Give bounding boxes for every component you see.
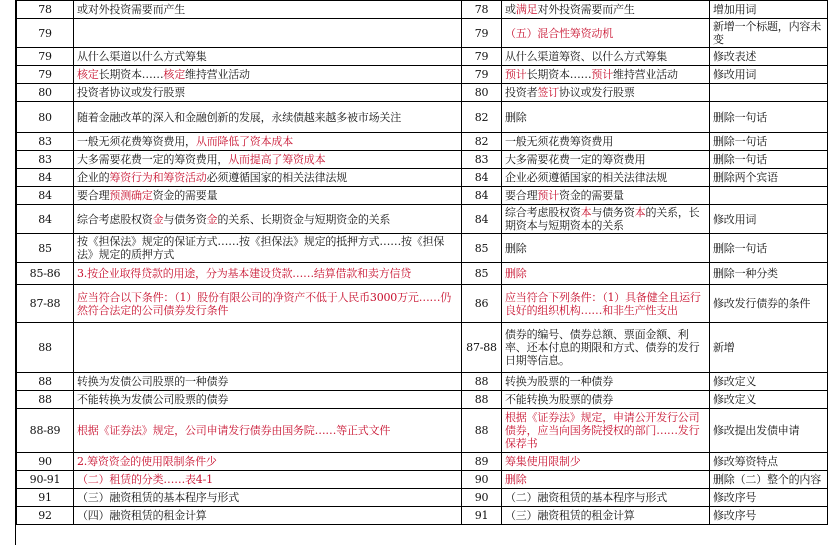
old-page-number-text: 84 [38, 212, 52, 226]
change-note [710, 234, 828, 263]
old-page-number-text: 90 [38, 455, 52, 468]
new-text-segment: （三）融资租赁的租金计算 [505, 509, 635, 522]
new-page-number-text: 84 [474, 189, 489, 202]
old-page-number [17, 234, 74, 263]
new-text-segment: 对外投资需要而产生 [537, 3, 635, 16]
old-text [74, 234, 462, 263]
new-page-number-text: 83 [474, 153, 489, 166]
new-page-number-text: 90 [474, 491, 489, 504]
table-row [17, 285, 828, 323]
new-text [502, 169, 710, 187]
change-note-text: 新增 [713, 341, 735, 354]
old-page-number-text: 88 [38, 341, 52, 354]
change-note-text: 修改表述 [713, 50, 757, 63]
table-row [17, 133, 828, 151]
change-note [710, 48, 828, 66]
change-note-text: 修改序号 [713, 509, 757, 522]
new-page-number [462, 489, 502, 507]
new-text [502, 205, 710, 234]
change-note-text: 删除一句话 [713, 153, 767, 166]
new-page-number-text: 88 [474, 375, 489, 388]
new-page-number [462, 263, 502, 285]
new-text [502, 84, 710, 102]
new-page-number-text: 82 [474, 135, 489, 148]
old-text-segment: 随着金融改革的深入和金融创新的发展，永续债越来越多被市场关注 [77, 110, 401, 124]
old-text [74, 151, 462, 169]
change-note-text: 删除一种分类 [713, 267, 778, 280]
old-page-number [17, 187, 74, 205]
change-note [710, 187, 828, 205]
old-page-number [17, 507, 74, 525]
table-row [17, 373, 828, 391]
old-page-number [17, 489, 74, 507]
old-page-number [17, 409, 74, 453]
change-note [710, 489, 828, 507]
old-page-number [17, 169, 74, 187]
new-page-number-text: 85 [474, 241, 489, 255]
old-text-segment: 大多需要花费一定的筹资费用， [77, 153, 229, 166]
new-text-segment: 筹集使用限制少 [505, 455, 581, 468]
new-page-number [462, 471, 502, 489]
new-page-number [462, 453, 502, 471]
change-note-text: 修改筹资特点 [713, 455, 778, 468]
new-page-number-text: 84 [474, 171, 489, 184]
new-text-segment: 大多需要花费一定的筹资费用 [505, 153, 646, 166]
old-text-segment: 从什么渠道以什么方式筹集 [77, 50, 207, 63]
new-page-number-text: 88 [474, 393, 489, 406]
old-text [74, 323, 462, 373]
old-page-number [17, 66, 74, 84]
new-page-number-text: 87-88 [466, 341, 497, 354]
change-note [710, 409, 828, 453]
left-margin-column [0, 0, 16, 545]
new-page-number [462, 102, 502, 133]
new-text-segment: 不能转换为股票的债券 [505, 393, 613, 406]
old-page-number [17, 1, 74, 19]
new-text [502, 133, 710, 151]
new-text [502, 453, 710, 471]
table-row [17, 19, 828, 48]
new-text-segment: 长期资本…… [526, 68, 592, 81]
old-page-number-text: 90-91 [29, 473, 61, 486]
table-row [17, 48, 828, 66]
change-note-text: 修改用词 [713, 68, 757, 81]
change-note-text: 修改定义 [713, 393, 757, 406]
new-text-segment: 要合理 [505, 189, 538, 202]
old-text-segment: 金 [206, 212, 218, 226]
new-text-segment: 投资者 [505, 86, 538, 99]
old-text [74, 1, 462, 19]
new-text-segment: 删除 [505, 267, 527, 280]
old-text [74, 66, 462, 84]
old-page-number [17, 48, 74, 66]
old-text-segment: 从而降低了资本成本 [195, 135, 294, 148]
old-page-number [17, 373, 74, 391]
table-row [17, 66, 828, 84]
new-text-segment: 转换为股票的一种债券 [505, 375, 613, 388]
new-text-segment: （二）融资租赁的基本程序与形式 [505, 491, 667, 504]
new-page-number [462, 169, 502, 187]
old-text-segment: 转换为发债公司股票的一种债券 [77, 375, 229, 388]
new-text [502, 234, 710, 263]
new-text [502, 323, 710, 373]
new-page-number [462, 507, 502, 525]
table-body [17, 1, 828, 525]
change-note [710, 133, 828, 151]
old-text-segment: 投资者协议或发行股票 [77, 86, 185, 99]
old-text [74, 169, 462, 187]
old-text [74, 453, 462, 471]
old-page-number-text: 84 [38, 189, 52, 202]
change-note [710, 205, 828, 234]
change-note-text: 删除一句话 [713, 110, 767, 124]
new-text-segment: 综合考虑股权资 [505, 206, 581, 219]
new-page-number [462, 187, 502, 205]
new-text-segment: 删除 [505, 110, 527, 124]
new-text-segment: 应当符合下列条件：（1）具备健全且运行良好的组织机构……和非生产性支出 [505, 290, 701, 317]
old-page-number-text: 87-88 [29, 297, 61, 310]
table-row [17, 471, 828, 489]
old-text [74, 489, 462, 507]
old-text-segment: 必须遵循国家的相关法律法规 [206, 171, 348, 184]
new-page-number [462, 151, 502, 169]
old-text-segment: 预测确定 [109, 189, 153, 202]
new-text-segment: 债券的编号、债券总额、票面金额、利率、还本付息的期限和方式、债券的发行日期等信息。 [505, 328, 700, 367]
new-page-number-text: 79 [474, 50, 489, 63]
old-page-number-text: 79 [38, 50, 52, 63]
old-page-number [17, 133, 74, 151]
new-text [502, 489, 710, 507]
new-page-number-text: 90 [474, 473, 489, 486]
new-text [502, 471, 710, 489]
change-note [710, 323, 828, 373]
old-page-number [17, 453, 74, 471]
new-page-number-text: 86 [474, 297, 489, 310]
new-text [502, 66, 710, 84]
change-note-text: 修改发行债券的条件 [713, 297, 811, 310]
old-page-number [17, 19, 74, 48]
new-page-number [462, 391, 502, 409]
table-row [17, 1, 828, 19]
new-page-number-text: 79 [474, 68, 489, 81]
change-note-text: 修改序号 [713, 491, 757, 504]
old-page-number [17, 471, 74, 489]
change-note [710, 1, 828, 19]
table-row [17, 151, 828, 169]
old-page-number-text: 84 [38, 171, 52, 184]
new-text [502, 391, 710, 409]
change-note-text: 修改提出发债申请 [713, 424, 800, 437]
change-note-text: 删除一句话 [713, 135, 767, 148]
new-page-number-text: 84 [474, 212, 489, 226]
old-page-number-text: 83 [38, 153, 52, 166]
new-text [502, 263, 710, 285]
new-page-number [462, 48, 502, 66]
old-page-number [17, 263, 74, 285]
table-row [17, 453, 828, 471]
old-text-segment: 维持营业活动 [185, 68, 250, 81]
old-text [74, 84, 462, 102]
new-page-number [462, 66, 502, 84]
new-text [502, 373, 710, 391]
new-text-segment: 一般无须花费筹资费用 [505, 135, 613, 148]
new-text-segment: 企业必须遵循国家的相关法律法规 [505, 171, 667, 184]
change-note-text: 删除一句话 [713, 241, 767, 255]
old-page-number-text: 79 [38, 68, 52, 81]
new-page-number [462, 409, 502, 453]
new-text [502, 151, 710, 169]
new-page-number [462, 323, 502, 373]
old-text-segment: （三）融资租赁的基本程序与形式 [77, 491, 239, 504]
old-page-number-text: 78 [38, 3, 52, 16]
old-page-number [17, 391, 74, 409]
old-text [74, 102, 462, 133]
comparison-table [16, 0, 828, 525]
old-text-segment: （四）融资租赁的租金计算 [77, 509, 207, 522]
change-note [710, 285, 828, 323]
old-text [74, 409, 462, 453]
new-text-segment: 协议或发行股票 [559, 86, 635, 99]
old-page-number-text: 85-86 [29, 267, 61, 280]
old-text-segment: 综合考虑股权资 [77, 212, 153, 226]
new-text-segment: 删除 [505, 241, 527, 255]
change-note [710, 19, 828, 48]
old-text-segment: 的关系、长期资金与短期资金的关系 [217, 212, 391, 226]
change-note [710, 84, 828, 102]
new-text-segment: （五）混合性筹资动机 [505, 26, 613, 40]
old-text-segment: 资金的需要量 [152, 189, 218, 202]
old-text-segment: 与债务资 [163, 212, 207, 226]
change-note-text: 新增一个标题，内容未变 [713, 20, 821, 46]
old-page-number-text: 80 [38, 110, 52, 124]
new-text [502, 507, 710, 525]
old-text-segment: 长期资本…… [98, 68, 164, 81]
old-text [74, 507, 462, 525]
old-text-segment: 筹资行为和筹资活动 [109, 171, 207, 184]
new-page-number [462, 133, 502, 151]
old-page-number [17, 323, 74, 373]
change-note [710, 169, 828, 187]
old-text [74, 373, 462, 391]
new-text-segment: 与债务资 [591, 206, 635, 219]
old-page-number-text: 88-89 [29, 424, 61, 437]
table-row [17, 187, 828, 205]
old-text-segment: 核定 [77, 68, 99, 81]
new-text-segment: 本 [634, 206, 646, 219]
old-page-number-text: 85 [38, 241, 52, 255]
table-row [17, 409, 828, 453]
change-note-text: 删除两个宾语 [713, 171, 778, 184]
old-text-segment: （二）租赁的分类……表4-1 [77, 473, 213, 486]
new-page-number [462, 1, 502, 19]
new-text-segment: 签订 [537, 86, 560, 99]
new-text [502, 102, 710, 133]
new-text-segment: 资金的需要量 [559, 189, 624, 202]
new-text [502, 187, 710, 205]
new-page-number-text: 80 [474, 86, 489, 99]
table-row [17, 84, 828, 102]
change-note [710, 263, 828, 285]
new-text-segment: 预计 [591, 68, 614, 81]
old-text [74, 471, 462, 489]
table-row [17, 507, 828, 525]
new-text [502, 409, 710, 453]
new-text-segment: 的关系，长期资本与短期资本的关系 [505, 206, 700, 232]
old-text-segment: 一般无须花费筹资费用， [77, 135, 196, 148]
old-text-segment: 企业的 [77, 171, 110, 184]
new-page-number-text: 91 [474, 509, 489, 522]
change-note [710, 391, 828, 409]
change-note-text: 增加用词 [713, 3, 757, 16]
old-text-segment: 要合理 [77, 189, 110, 202]
old-text [74, 133, 462, 151]
new-page-number-text: 82 [474, 110, 489, 124]
new-page-number [462, 205, 502, 234]
new-text [502, 285, 710, 323]
old-page-number-text: 80 [38, 86, 52, 99]
old-text [74, 187, 462, 205]
old-text-segment: 根据《证券法》规定，公司申请发行债券由国务院……等正式文件 [77, 424, 391, 437]
old-text [74, 19, 462, 48]
change-note [710, 102, 828, 133]
new-text [502, 1, 710, 19]
change-note-text: 删除（二）整个的内容 [713, 473, 821, 486]
old-page-number [17, 285, 74, 323]
old-text-segment: 或对外投资需要而产生 [77, 3, 185, 16]
old-page-number-text: 91 [38, 491, 52, 504]
old-page-number [17, 84, 74, 102]
old-text [74, 391, 462, 409]
old-text [74, 205, 462, 234]
table-row [17, 391, 828, 409]
new-page-number [462, 373, 502, 391]
new-page-number-text: 78 [474, 3, 489, 16]
table-row [17, 323, 828, 373]
change-note [710, 453, 828, 471]
table-row [17, 489, 828, 507]
new-text-segment: 满足 [515, 3, 538, 16]
new-text [502, 19, 710, 48]
change-note [710, 66, 828, 84]
old-text-segment: 金 [152, 212, 164, 226]
change-note-text: 修改定义 [713, 375, 757, 388]
old-text-segment: 3.按企业取得贷款的用途，分为基本建设贷款……结算借款和卖方信贷 [77, 267, 412, 280]
new-page-number-text: 89 [474, 455, 489, 468]
new-text-segment: 从什么渠道筹资、以什么方式筹集 [505, 50, 667, 63]
old-page-number-text: 88 [38, 393, 52, 406]
new-text-segment: 维持营业活动 [613, 68, 678, 81]
old-text-segment: 不能转换为发债公司股票的债券 [77, 393, 229, 406]
change-note [710, 471, 828, 489]
old-text-segment: 从而提高了筹资成本 [228, 153, 326, 166]
new-page-number [462, 84, 502, 102]
old-page-number-text: 83 [38, 135, 52, 148]
new-text-segment: 删除 [505, 473, 527, 486]
new-page-number [462, 19, 502, 48]
table-row [17, 263, 828, 285]
new-text-segment: 本 [580, 206, 592, 219]
change-note [710, 507, 828, 525]
old-page-number [17, 205, 74, 234]
table-row [17, 205, 828, 234]
old-text [74, 48, 462, 66]
change-note [710, 151, 828, 169]
new-page-number-text: 85 [474, 267, 489, 280]
change-note [710, 373, 828, 391]
old-text [74, 263, 462, 285]
old-text [74, 285, 462, 323]
old-page-number-text: 79 [38, 26, 52, 40]
new-page-number [462, 234, 502, 263]
old-page-number [17, 102, 74, 133]
new-page-number-text: 88 [474, 424, 489, 437]
old-text-segment: 按《担保法》规定的保证方式……按《担保法》规定的抵押方式……按《担保法》规定的质押方式 [77, 235, 445, 261]
table-row [17, 234, 828, 263]
new-text-segment: 预计 [505, 68, 527, 81]
old-text-segment: 核定 [163, 68, 186, 81]
new-text-segment: 或 [505, 3, 516, 16]
new-page-number [462, 285, 502, 323]
new-text [502, 48, 710, 66]
table-row [17, 169, 828, 187]
old-page-number-text: 92 [38, 509, 52, 522]
new-text-segment: 根据《证券法》规定，申请公开发行公司债券，应当向国务院授权的部门……发行保荐书 [505, 411, 700, 450]
old-page-number [17, 151, 74, 169]
change-note-text: 修改用词 [713, 212, 757, 226]
old-text-segment: 2.筹资资金的使用限制条件少 [77, 455, 217, 468]
old-text-segment: 应当符合以下条件：（1）股份有限公司的净资产不低于人民币3000万元……仍然符合法定的公司债券发行条件 [77, 290, 452, 317]
table-row [17, 102, 828, 133]
old-page-number-text: 88 [38, 375, 52, 388]
new-page-number-text: 79 [474, 26, 489, 40]
new-text-segment: 预计 [537, 189, 560, 202]
